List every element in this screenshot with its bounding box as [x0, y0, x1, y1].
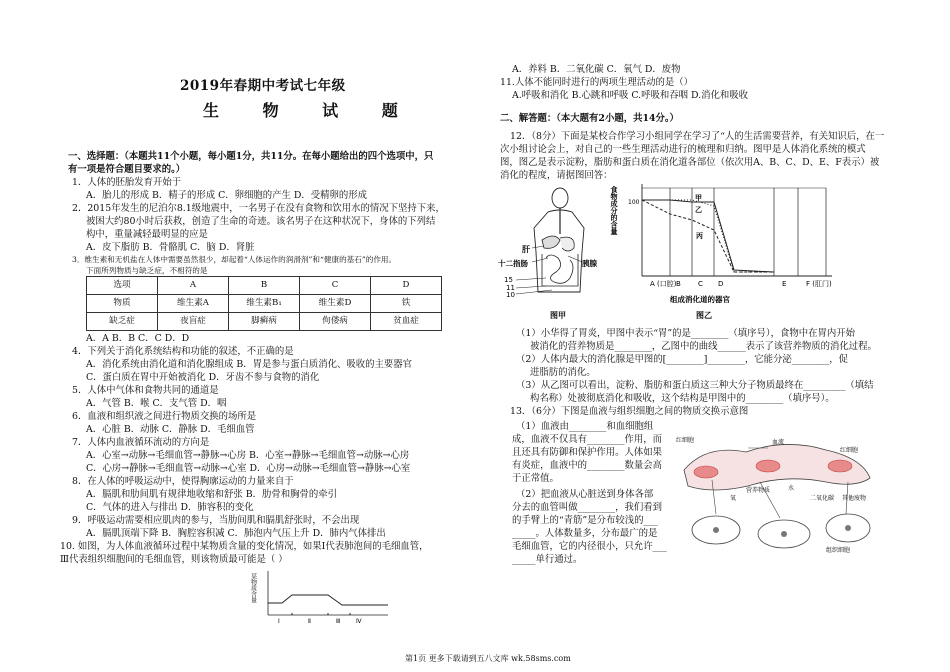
label-bing: 丙 — [696, 232, 703, 240]
label-oxygen: 氧 — [730, 495, 737, 502]
q9-stem: 9．呼吸运动需要相应肌肉的参与，当肋间肌和膈肌舒张时，不会出现 — [72, 515, 360, 526]
table-row — [87, 295, 442, 313]
q12-s3-line2: 构名称）处被彻底消化和吸收，这个结构是甲图中的________（填序号）。 — [530, 393, 835, 404]
q2-line3: 构中，重量减轻最明显的应是 — [86, 229, 208, 240]
red-blood-cell — [694, 466, 718, 478]
table-cell: 维生素D — [300, 295, 371, 313]
curve-yi — [642, 200, 774, 272]
exam-title: 2019年春期中考试七年级 — [180, 78, 346, 94]
label-yi: 乙 — [695, 206, 702, 214]
q12-s1-line1: （1）小华得了胃炎，甲图中表示“胃”的是________（填序号），食物中在胃内开始 — [516, 328, 855, 339]
digestive-system-figure — [498, 182, 610, 322]
table-cell: 维生素B₁ — [229, 295, 300, 313]
q12-s2-line2: 进脂肪的消化。 — [530, 367, 596, 378]
table-cell: 物质 — [87, 295, 158, 313]
exam-subject: 生 物 试 题 — [203, 101, 417, 120]
q10-substance-chart — [250, 567, 390, 625]
q13-s1-line1: （1）血液由________和血细胞组 — [516, 421, 654, 432]
table-row — [87, 313, 442, 331]
x-tick-C: C — [698, 280, 703, 288]
q1-options: A．胎儿的形成 B．精子的形成 C．卵细胞的产生 D．受精卵的形成 — [86, 190, 368, 201]
table-cell: 维生素A — [158, 295, 229, 313]
q4-options-ab: A．消化系统由消化道和消化腺组成 B．胃是参与蛋白质消化、吸收的主要器官 — [86, 359, 413, 370]
digestion-curve-chart — [610, 180, 838, 322]
q9-options: A．膈肌顶端下降 B．胸腔容积减 C．肺泡内气压上升 D．肺内气体排出 — [86, 528, 386, 539]
table-row — [87, 277, 442, 295]
q2-line1: 2．2015年发生的尼泊尔8.1级地震中，一名男子在没有食物和饮用水的情况下坚持下来， — [72, 203, 445, 214]
q6-options: A．心脏 B．动脉 C．静脉 D．毛细血管 — [86, 424, 255, 435]
nucleus — [781, 531, 787, 537]
q13-s1-line5: 于正常值。 — [512, 473, 559, 484]
q5-options: A．气管 B．喉 C．支气管 D．咽 — [86, 398, 227, 409]
chart-tick-label: Ⅰ — [278, 618, 280, 625]
q7-stem: 7．人体内血液循环流动的方向是 — [72, 437, 210, 448]
q8-options-ab: A．膈肌和肋间肌有规律地收缩和舒张 B．肋骨和胸骨的牵引 — [86, 489, 338, 500]
label-co2: 二氧化碳 — [810, 495, 835, 502]
q12-s1-line2: 被消化的营养物质是________，乙图中的曲线______表示了该营养物质的消化过程。 — [530, 341, 877, 352]
label-15: 15 — [504, 276, 513, 284]
q6-stem: 6．血液和组织液之间进行物质交换的场所是 — [72, 411, 257, 422]
q12-line4: 消化的程度，请据图回答： — [500, 170, 613, 181]
q13-s1-line3: 且还具有防御和保护作用。人体如果 — [512, 447, 663, 458]
x-tick-D: D — [718, 280, 724, 288]
table-cell: C — [300, 277, 371, 295]
label-pancreas: 胰腺 — [582, 259, 597, 268]
q4-stem: 4．下列关于消化系统结构和功能的叙述，不正确的是 — [72, 346, 294, 357]
q10-line1: 10. 如图，为人体血液循环过程中某物质含量的变化情况，如果Ⅰ代表肺泡间的毛细血管， — [60, 541, 429, 552]
label-nutrients: 营养物质 — [746, 487, 771, 494]
q8-stem: 8．在人体的呼吸运动中，使得胸廓运动的力量来自于 — [72, 476, 294, 487]
label-rbc-2: 红细胞 — [840, 447, 859, 454]
label-liver: 肝 — [522, 245, 530, 254]
q11-options: A.呼吸和消化 B.心跳和呼吸 C.呼吸和吞咽 D.消化和吸收 — [512, 90, 749, 101]
figure-caption: 图甲 — [550, 311, 566, 320]
nucleus — [713, 527, 719, 533]
blood-tissue-exchange-figure — [676, 430, 876, 556]
chart-tick-label: Ⅱ — [308, 618, 311, 625]
label-10: 10 — [506, 291, 515, 299]
chart-tick-label: Ⅲ — [336, 618, 341, 625]
q13-s2-line3: 的手臂上的“青筋”是分布较浅的___ — [512, 515, 658, 526]
section1-heading: 一、选择题：（本题共11个小题，每小题1分，共11分。在每小题给出的四个选项中，只 — [68, 151, 434, 162]
label-rbc-1: 红细胞 — [676, 437, 695, 444]
section2-heading: 二、解答题：（本大题有2小题，共14分。） — [500, 113, 679, 124]
label-11: 11 — [506, 284, 515, 292]
q2-options: A．皮下脂肪 B．骨骼肌 C．脑 D．肾脏 — [86, 242, 255, 253]
label-other-waste: 其他废物 — [842, 495, 867, 502]
x-tick-A: A (口腔) — [650, 280, 677, 288]
figure-caption: 图乙 — [696, 311, 712, 320]
curve-bing — [642, 200, 774, 272]
q4-options-cd: C．蛋白质在胃中开始被消化 D．牙齿不参与食物的消化 — [86, 372, 320, 383]
q10-line2: Ⅲ代表组织细胞间的毛细血管，则该物质最可能是（ ） — [60, 554, 288, 565]
q12-line3: 图，图乙是表示淀粉，脂肪和蛋白质在消化道各部位（依次用A、B、C、D、E、F表示）被 — [500, 157, 880, 168]
x-tick-E: E — [782, 280, 787, 288]
q3-line2: 下面所列物质与缺乏症，不相符的是 — [86, 266, 208, 275]
q8-options-cd: C．气体的进入与排出 D．肺容积的变化 — [86, 502, 254, 513]
table-cell: B — [229, 277, 300, 295]
chart-y-label: 某物质含量 — [249, 573, 257, 603]
q2-line2: 被困大约80小时后获救，创造了生命的奇迹。该名男子在这种状况下，身体的下列结 — [86, 216, 436, 227]
q3-options: A．A B．B C．C D．D — [86, 333, 190, 344]
q7-options-cd: C．心房→静脉→毛细血管→动脉→心室 D．心房→动脉→毛细血管→静脉→心室 — [86, 463, 411, 474]
q10-options: A．养料 B．二氧化碳 C．氧气 D．废物 — [512, 64, 681, 75]
nucleus — [845, 525, 851, 531]
x-tick-F: F (肛门) — [806, 280, 832, 288]
q11-stem: 11.人体不能同时进行的两项生理活动的是（） — [500, 77, 694, 88]
q3-line1: 3．维生素和无机盐在人体中需要虽然很少，却起着“人体运作的润滑剂”和“健康的基石”的作用。 — [72, 255, 397, 264]
red-blood-cell — [756, 460, 780, 472]
q13-s1-line4: 有炎症，血液中的________数量会高 — [512, 460, 663, 471]
q13-s1-line2: 成，血液不仅具有________作用，而 — [512, 434, 663, 445]
label-water: 水 — [788, 485, 795, 492]
stomach — [560, 237, 574, 251]
table-cell: 佝偻病 — [300, 313, 371, 331]
q13-s2-line1: （2）把血液从心脏送到身体各部 — [516, 489, 654, 500]
table-cell: D — [371, 277, 442, 295]
chart-tick-label: Ⅳ — [356, 618, 362, 625]
label-jia: 甲 — [695, 194, 702, 202]
head-outline — [552, 188, 568, 208]
red-blood-cell — [828, 460, 852, 472]
table-cell: 选项 — [87, 277, 158, 295]
table-cell: 铁 — [371, 295, 442, 313]
x-tick-B: B — [676, 280, 681, 288]
q12-s2-line1: （2）人体内最大的消化腺是甲图的[________]________，它能分泌________，促 — [516, 354, 849, 365]
torso-outline — [534, 210, 584, 292]
label-tissue-cell: 组织细胞 — [826, 547, 851, 554]
table-cell: 缺乏症 — [87, 313, 158, 331]
table-cell: 脚癣病 — [229, 313, 300, 331]
label-blood-flow: 血流 — [772, 439, 785, 446]
table-cell: 贫血症 — [371, 313, 442, 331]
q5-stem: 5．人体中气体和食物共同的通道是 — [72, 385, 219, 396]
q12-line1: 12．（8分）下面是某校合作学习小组同学在学习了“人的生活需要营养，有关知识后，在一 — [510, 131, 885, 142]
curve-jia — [642, 200, 774, 272]
q13-s2-line4: _____。人体数量多，分布最广的是 — [512, 528, 658, 539]
q7-options-ab: A．心室→动脉→毛细血管→静脉→心房 B．心室→静脉→毛细血管→动脉→心房 — [86, 450, 410, 461]
q13-s2-line6: _____单行通过。 — [512, 554, 583, 565]
q12-s3-line1: （3）从乙图可以看出，淀粉、脂肪和蛋白质这三种大分子物质最终在_________（填结 — [516, 380, 874, 391]
q1-stem: 1．人体的胚胎发育开始于 — [72, 177, 182, 188]
q12-line2: 次小组讨论会上，对自己的一些生理活动进行的梳理和归纳。图甲是人体消化系统的模式 — [500, 144, 866, 155]
q13-stem: 13．（6分）下图是血液与组织细胞之间的物质交换示意图 — [510, 406, 749, 417]
table-cell: A — [158, 277, 229, 295]
q13-s2-line2: 分去的血管叫做________，我们看到 — [512, 502, 663, 513]
chart-curve — [268, 595, 388, 605]
chart-x-label: 组成消化道的器官 — [670, 295, 730, 304]
vitamin-table — [86, 276, 442, 331]
table-cell: 夜盲症 — [158, 313, 229, 331]
chart-y-label: 食物成分的含量 — [610, 186, 618, 235]
section1-heading-2: 有一项是符合题目要求的。） — [68, 164, 186, 175]
chart-y-tick: 100 — [628, 199, 640, 206]
q13-s2-line5: 毛细血管，它的内径很小，只允许___ — [512, 541, 667, 552]
page-footer: 第1页 更多下载请到五八文库 wk.58sms.com — [405, 654, 571, 663]
label-duodenum: 十二指肠 — [498, 259, 528, 268]
intestine — [546, 255, 573, 283]
liver — [542, 236, 560, 248]
